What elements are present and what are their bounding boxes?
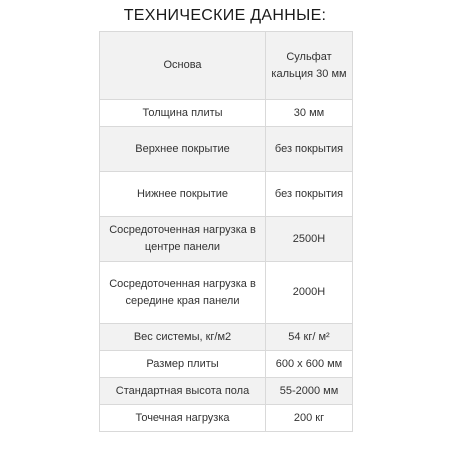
row-value: без покрытия <box>266 172 353 217</box>
table-row <box>100 405 353 432</box>
row-value: 30 мм <box>266 100 353 127</box>
row-label: Толщина плиты <box>100 100 266 127</box>
table-row <box>100 262 353 324</box>
table-row <box>100 324 353 351</box>
row-value: 54 кг/ м² <box>266 324 353 351</box>
row-value: 55-2000 мм <box>266 378 353 405</box>
row-label: Стандартная высота пола <box>100 378 266 405</box>
row-label: Сосредоточенная нагрузка в центре панели <box>100 217 266 262</box>
row-label: Сосредоточенная нагрузка в середине края панели <box>100 262 266 324</box>
row-value: 200 кг <box>266 405 353 432</box>
row-value: без покрытия <box>266 127 353 172</box>
row-label: Вес системы, кг/м2 <box>100 324 266 351</box>
page-title: ТЕХНИЧЕСКИЕ ДАННЫЕ: <box>123 7 327 24</box>
table-row <box>100 100 353 127</box>
table-row <box>100 378 353 405</box>
row-label: Основа <box>100 32 266 100</box>
row-label: Точечная нагрузка <box>100 405 266 432</box>
row-value: Сульфат кальция 30 мм <box>266 32 353 100</box>
table-row <box>100 217 353 262</box>
row-value: 600 х 600 мм <box>266 351 353 378</box>
table-row <box>100 172 353 217</box>
table-row <box>100 351 353 378</box>
table-row <box>100 127 353 172</box>
row-label: Верхнее покрытие <box>100 127 266 172</box>
row-label: Размер плиты <box>100 351 266 378</box>
row-label: Нижнее покрытие <box>100 172 266 217</box>
table-row <box>100 32 353 100</box>
specs-table <box>99 31 353 432</box>
row-value: 2000Н <box>266 262 353 324</box>
row-value: 2500Н <box>266 217 353 262</box>
